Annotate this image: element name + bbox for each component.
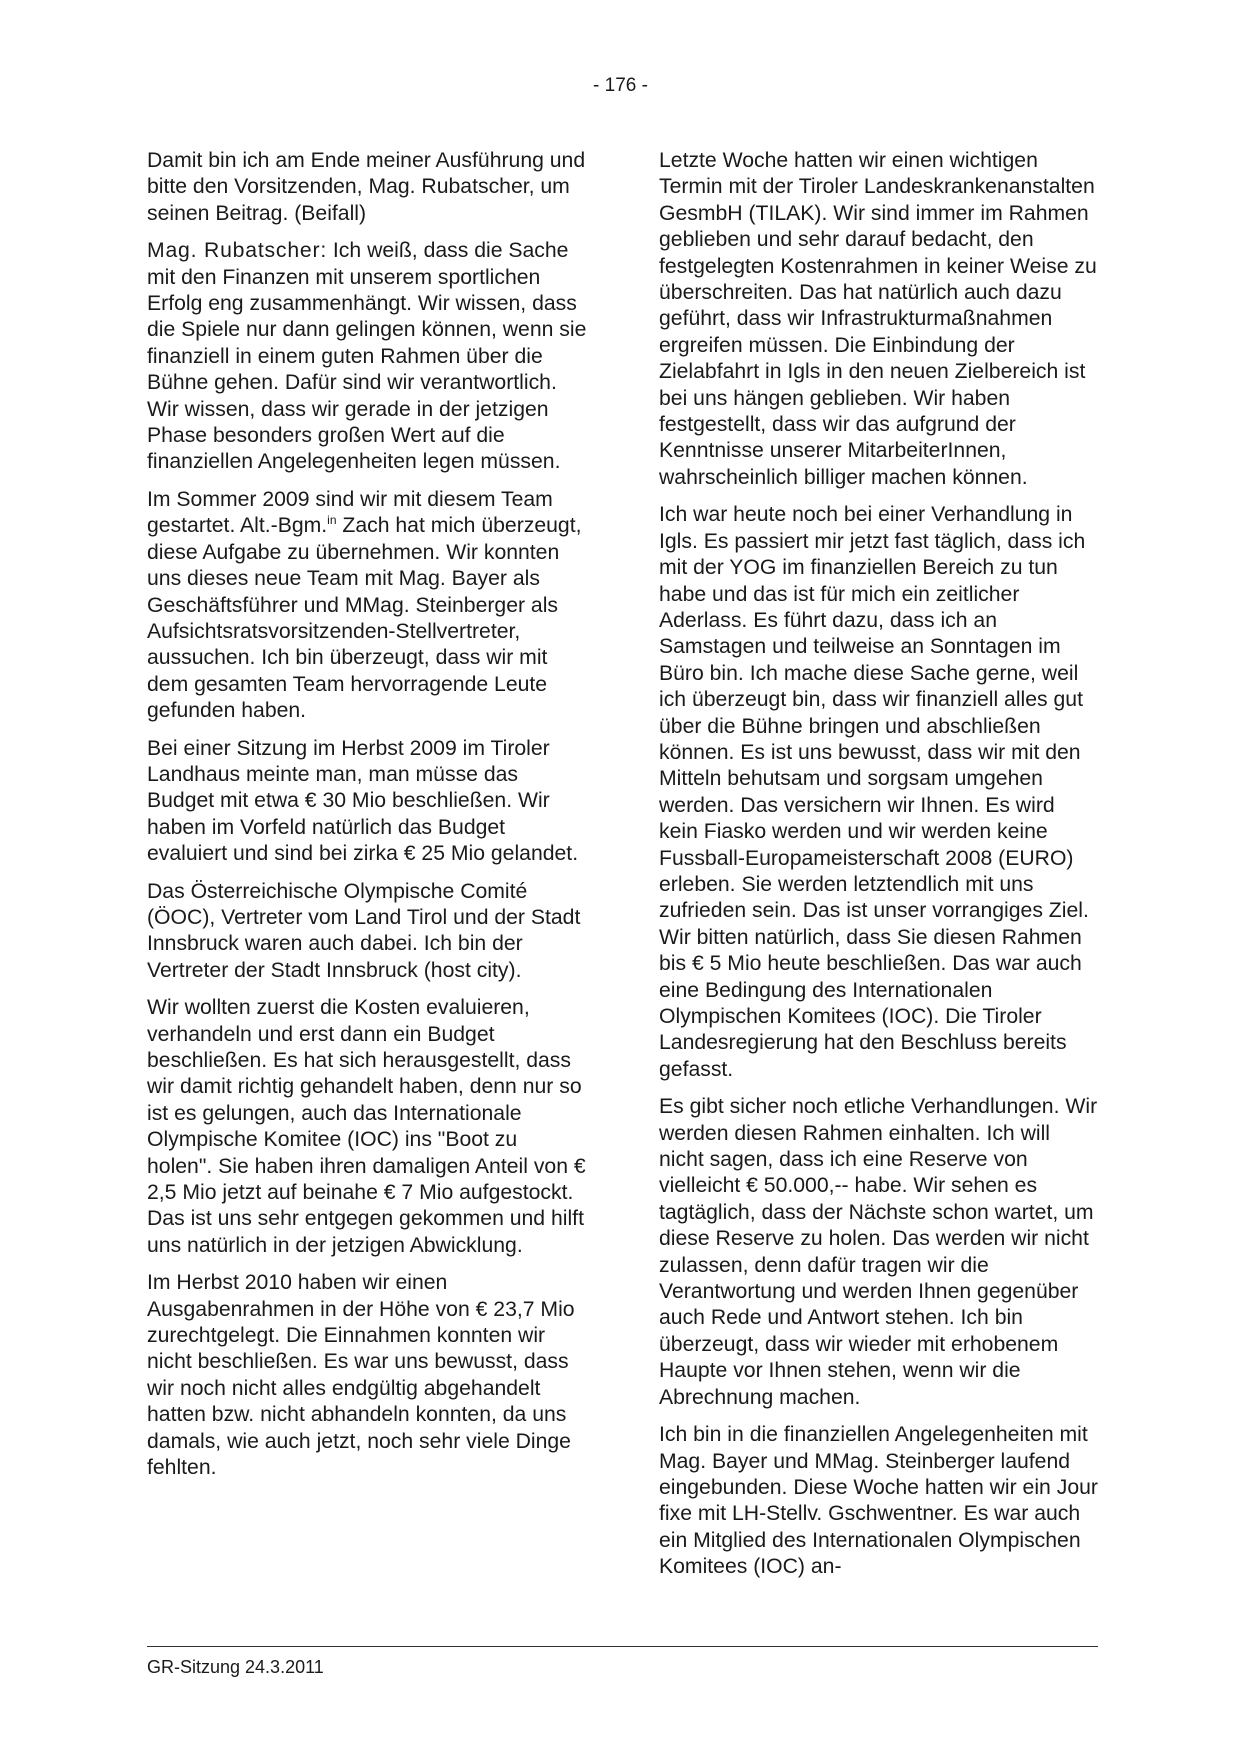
page-number: - 176 - — [593, 75, 648, 96]
paragraph: Wir wollten zuerst die Kosten evaluieren, verhandeln und erst dann ein Budget beschließen. Es hat sich herausgestellt, dass wir damit richtig gehandelt haben, denn nur so ist es gelungen, auch das Internationale Olympische Komitee (IOC) ins "Boot zu holen". Sie haben ihren damaligen Anteil von € 2,5 Mio jetzt auf beinahe € 7 Mio aufgestockt. Das ist uns sehr entgegen gekommen und hilft uns natürlich in der jetzigen Abwicklung. — [147, 996, 586, 1257]
paragraph-text: Ich weiß, dass die Sache mit den Finanzen mit unserem sportlichen Erfolg eng zusammenhängt. Wir wissen, dass die Spiele nur dann gelingen können, wenn sie finanziell in einem guten Rahmen über die Bühne gehen. Dafür sind wir verantwortlich. Wir wissen, dass wir gerade in der jetzigen Phase besonders großen Wert auf die finanziellen Angelegenheiten legen müssen. — [147, 239, 587, 474]
paragraph: Damit bin ich am Ende meiner Ausführung und bitte den Vorsitzenden, Mag. Rubatscher, um seinen Beitrag. (Beifall) — [147, 149, 586, 225]
paragraph: Das Österreichische Olympische Comité (ÖOC), Vertreter vom Land Tirol und der Stadt Innsbruck waren auch dabei. Ich bin der Vertreter der Stadt Innsbruck (host city). — [147, 879, 581, 982]
speaker-name: Mag. Rubatscher: — [147, 239, 328, 263]
right-column — [659, 148, 1099, 1592]
footer-text: GR-Sitzung 24.3.2011 — [147, 1657, 324, 1677]
paragraph — [147, 238, 587, 476]
paragraph: Es gibt sicher noch etliche Verhandlungen. Wir werden diesen Rahmen einhalten. Ich will nicht sagen, dass ich eine Reserve von vielleicht € 50.000,-- habe. Wir sehen es tagtäglich, dass der Nächste schon wartet, um diese Reserve zu holen. Das werden wir nicht zulassen, denn dafür tragen wir die Verantwortung und werden Ihnen gegenüber auch Rede und Antwort stehen. Ich bin überzeugt, dass wir wieder mit erhobenem Haupte vor Ihnen stehen, wenn wir die Abrechnung machen. — [659, 1095, 1098, 1409]
left-column — [147, 148, 587, 1493]
paragraph: Letzte Woche hatten wir einen wichtigen Termin mit der Tiroler Landeskrankenanstalten GesmbH (TILAK). Wir sind immer im Rahmen geblieben und sehr darauf bedacht, den festgelegten Kostenrahmen in keiner Weise zu überschreiten. Das hat natürlich auch dazu geführt, dass wir Infrastrukturmaßnahmen ergreifen müssen. Die Einbindung der Zielabfahrt in Igls in den neuen Zielbereich ist bei uns hängen geblieben. Wir haben festgestellt, dass wir das aufgrund der Kenntnisse unserer MitarbeiterInnen, wahrscheinlich billiger machen können. — [659, 149, 1097, 489]
paragraph — [147, 487, 587, 725]
paragraph-text: Im Sommer 2009 sind wir mit diesem Team gestartet. Alt.-Bgm. — [147, 487, 553, 538]
paragraph: Ich bin in die finanziellen Angelegenheiten mit Mag. Bayer und MMag. Steinberger laufend eingebunden. Diese Woche hatten wir ein Jour fixe mit LH-Stellv. Gschwentner. Es war auch ein Mitglied des Internationalen Olympischen Komitees (IOC) an- — [659, 1423, 1098, 1579]
footer-divider — [147, 1646, 1098, 1647]
paragraph: Ich war heute noch bei einer Verhandlung in Igls. Es passiert mir jetzt fast täglich, dass ich mit der YOG im finanziellen Bereich zu tun habe und das ist für mich ein zeitlicher Aderlass. Es führt dazu, dass ich an Samstagen und teilweise an Sonntagen im Büro bin. Ich mache diese Sache gerne, weil ich überzeugt bin, dass wir finanziell alles gut über die Bühne bringen und abschließen können. Es ist uns bewusst, dass wir mit den Mitteln behutsam und sorgsam umgehen werden. Das versichern wir Ihnen. Es wird kein Fiasko werden und wir werden keine Fussball-Europameisterschaft 2008 (EURO) erleben. Sie werden letztendlich mit uns zufrieden sein. Das ist unser vorrangiges Ziel. Wir bitten natürlich, dass Sie diesen Rahmen bis € 5 Mio heute beschließen. Das war auch eine Bedingung des Internationalen Olympischen Komitees (IOC). Die Tiroler Landesregierung hat den Beschluss bereits gefasst. — [659, 503, 1089, 1081]
paragraph: Bei einer Sitzung im Herbst 2009 im Tiroler Landhaus meinte man, man müsse das Budget mit etwa € 30 Mio beschließen. Wir haben im Vorfeld natürlich das Budget evaluiert und sind bei zirka € 25 Mio gelandet. — [147, 736, 579, 866]
paragraph: Im Herbst 2010 haben wir einen Ausgabenrahmen in der Höhe von € 23,7 Mio zurechtgelegt. Die Einnahmen konnten wir nicht beschließen. Es war uns bewusst, dass wir noch nicht alles endgültig abgehandelt hatten bzw. nicht abhandeln konnten, da uns damals, wie auch jetzt, noch sehr viele Dinge fehlten. — [147, 1271, 575, 1480]
superscript: in — [327, 513, 337, 528]
paragraph-text: Zach hat mich überzeugt, diese Aufgabe zu übernehmen. Wir konnten uns dieses neue Team mit Mag. Bayer als Geschäftsführer und MMag. Steinberger als Aufsichtsratsvorsitzenden-Stellvertreter, aussuchen. Ich bin überzeugt, dass wir mit dem gesamten Team hervorragende Leute gefunden haben. — [147, 514, 582, 723]
